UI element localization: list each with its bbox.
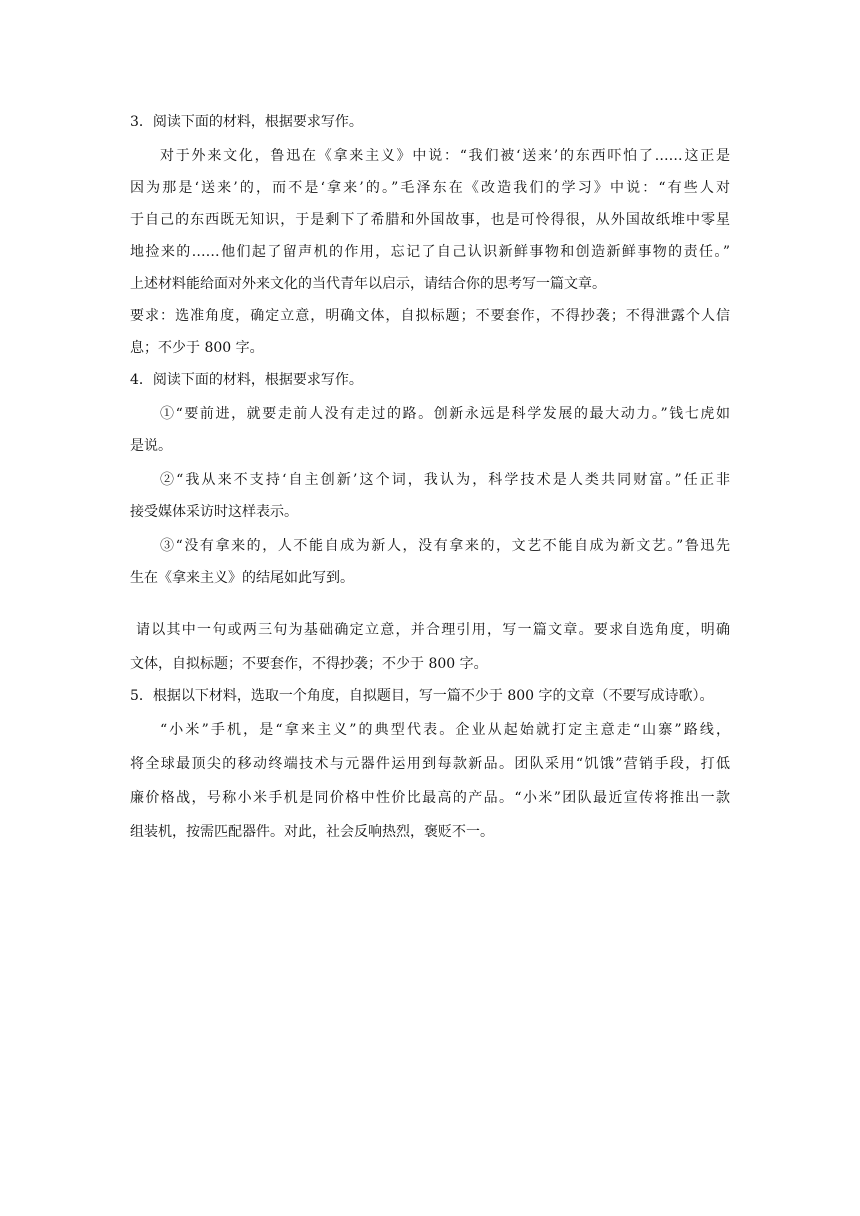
q5-material-line: 组装机，按需匹配器件。对此，社会反响热烈，褒贬不一。 bbox=[130, 824, 494, 840]
q4-quote-3-line: 生在《拿来主义》的结尾如此写到。 bbox=[130, 570, 354, 586]
q3-requirement-line: 息；不少于 800 字。 bbox=[130, 340, 264, 356]
q4-heading: 4．阅读下面的材料，根据要求写作。 bbox=[130, 372, 363, 388]
q4-quote-3-line: ③“没有拿来的，人不能自成为新人，没有拿来的，文艺不能自成为新文艺。”鲁迅先 bbox=[160, 538, 730, 554]
q4-requirement-line: 请以其中一句或两三句为基础确定立意，并合理引用，写一篇文章。要求自选角度，明确 bbox=[136, 622, 730, 638]
q4-quote-1-line: 是说。 bbox=[130, 438, 172, 454]
q5-material-line: 将全球最顶尖的移动终端技术与元器件运用到每款新品。团队采用“饥饿”营销手段，打低 bbox=[130, 756, 730, 772]
q3-material-line: 于自己的东西既无知识，于是剩下了希腊和外国故事，也是可怜得很，从外国故纸堆中零星 bbox=[130, 212, 730, 228]
q5-material-line: 廉价格战，号称小米手机是同价格中性价比最高的产品。“小米”团队最近宣传将推出一款 bbox=[130, 790, 730, 806]
q5-heading: 5．根据以下材料，选取一个角度，自拟题目，写一篇不少于 800 字的文章（不要写成诗歌）。 bbox=[130, 688, 714, 704]
q3-material-line: 因为那是‘送来’的，而不是‘拿来’的。”毛泽东在《改造我们的学习》中说：“有些人对 bbox=[130, 180, 730, 196]
q5-material-line: “小米”手机，是“拿来主义”的典型代表。企业从起始就打定主意走“山寨”路线， bbox=[160, 722, 730, 738]
q4-quote-1-line: ①“要前进，就要走前人没有走过的路。创新永远是科学发展的最大动力。”钱七虎如 bbox=[160, 406, 730, 422]
q3-heading: 3．阅读下面的材料，根据要求写作。 bbox=[130, 114, 363, 130]
q4-requirement-line: 文体，自拟标题；不要套作，不得抄袭；不少于 800 字。 bbox=[130, 656, 488, 672]
q3-material-line: 对于外来文化，鲁迅在《拿来主义》中说：“我们被‘送来’的东西吓怕了……这正是 bbox=[160, 148, 730, 164]
q4-quote-2-line: ②“我从来不支持‘自主创新’这个词，我认为，科学技术是人类共同财富。”任正非 bbox=[160, 472, 730, 488]
q3-requirement-line: 要求：选准角度，确定立意，明确文体，自拟标题；不要套作，不得抄袭；不得泄露个人信 bbox=[130, 308, 730, 324]
q3-material-line: 地捡来的……他们起了留声机的作用，忘记了自己认识新鲜事物和创造新鲜事物的责任。” bbox=[130, 244, 730, 260]
q4-quote-2-line: 接受媒体采访时这样表示。 bbox=[130, 504, 298, 520]
q3-material-line: 上述材料能给面对外来文化的当代青年以启示，请结合你的思考写一篇文章。 bbox=[130, 276, 606, 292]
